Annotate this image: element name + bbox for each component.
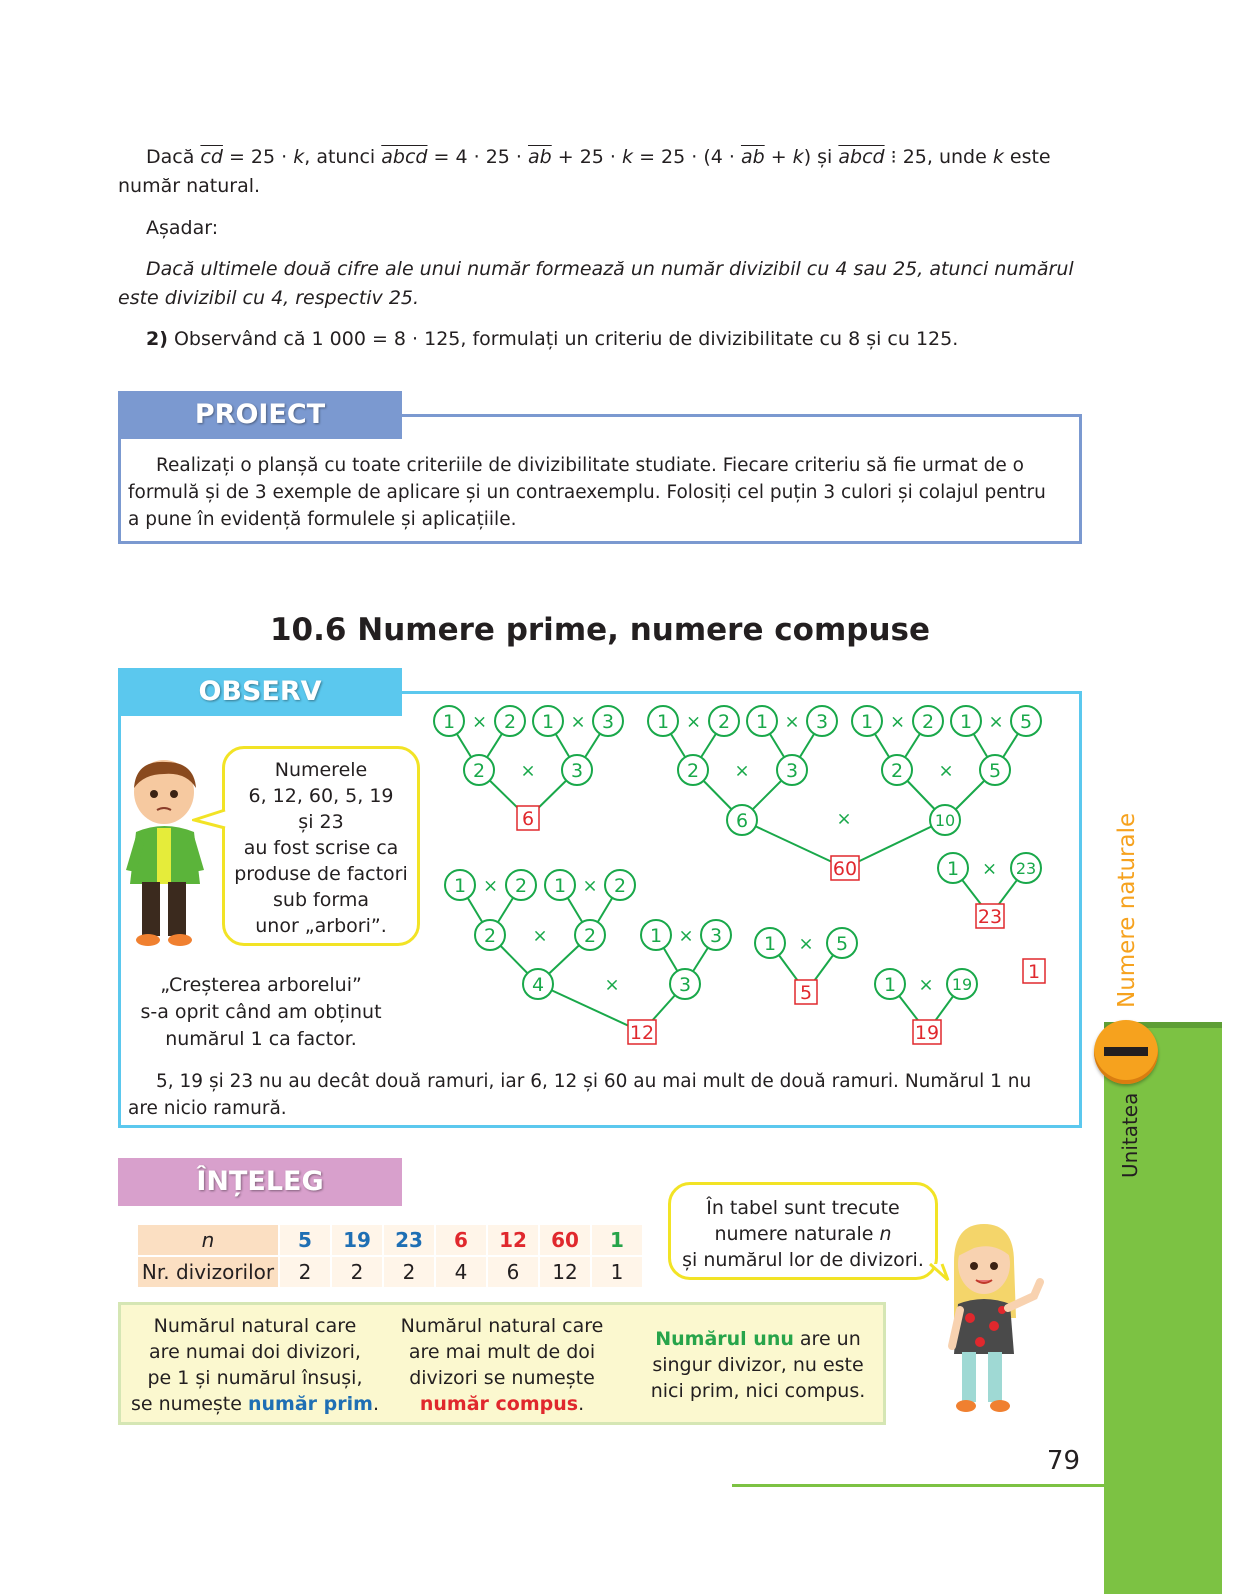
inteleg-tab: ÎNȚELEG <box>118 1158 402 1206</box>
factor-label: 2 <box>613 874 627 897</box>
prime-term: număr prim <box>248 1393 373 1415</box>
times-sign: × <box>570 711 586 733</box>
composite-term: număr compus <box>419 1393 579 1415</box>
divisor-cell: 12 <box>540 1257 590 1287</box>
tree-branch <box>742 820 845 868</box>
divisor-cell: 2 <box>332 1257 382 1287</box>
tree-branch <box>538 984 642 1032</box>
factor-label: 10 <box>934 810 956 830</box>
times-sign: × <box>582 875 598 897</box>
one-definition <box>635 1326 881 1404</box>
factor-label: 2 <box>503 710 517 733</box>
def-line: divizori se numește <box>409 1367 595 1389</box>
bubble-line: Numerele <box>274 759 368 781</box>
times-sign: × <box>532 925 548 947</box>
intro-paragraph: Dacă $\overline{cd} = 25 \cdot k$, atunci abcd = $4 \cdot 25 \cdot \overline{ab} + 25 \cdot k = 25 \cdot (4 \cdot \overline{ab} + k)$ și abcd ⁝ 25, unde k este număr natural. <box>118 146 1051 197</box>
bubble-line: În tabel sunt trecute <box>706 1197 900 1219</box>
times-sign: × <box>981 858 998 880</box>
divisor-cell: 2 <box>384 1257 434 1287</box>
times-sign: × <box>678 925 694 947</box>
factor-label: 5 <box>1019 710 1033 733</box>
times-sign: × <box>482 875 499 897</box>
times-sign: × <box>520 760 536 782</box>
factor-label: 2 <box>514 874 528 897</box>
factor-label: 1 <box>860 710 874 733</box>
factor-label: 2 <box>483 924 497 947</box>
factor-label: 2 <box>686 759 700 782</box>
unit-number-bar <box>1104 1047 1148 1056</box>
factor-label: 3 <box>570 759 584 782</box>
times-sign: × <box>798 933 814 955</box>
times-sign: × <box>889 711 906 733</box>
rule-text: Dacă ultimele două cifre ale unui număr formează un număr divizibil cu 4 sau 25, atunci numărul este divizibil cu 4, respectiv 25. <box>118 258 1074 309</box>
times-sign: × <box>604 974 620 996</box>
n-cell: 1 <box>592 1225 642 1255</box>
times-sign: × <box>734 760 750 782</box>
bubble-line: numere naturale n <box>714 1223 892 1245</box>
n-cell: 19 <box>332 1225 382 1255</box>
n-cell: 6 <box>436 1225 486 1255</box>
bubble-line: sub forma <box>273 889 369 911</box>
times-sign: × <box>988 711 1004 733</box>
times-sign: × <box>938 760 954 782</box>
n-cell: 23 <box>384 1225 434 1255</box>
factor-label: 2 <box>921 710 935 733</box>
table-row-divisors <box>138 1257 642 1287</box>
unit-number-badge <box>1094 1020 1158 1084</box>
factor-label: 3 <box>678 973 692 996</box>
def-line: nici prim, nici compus. <box>650 1380 866 1402</box>
factor-label: 1 <box>453 874 467 897</box>
factor-label: 2 <box>583 924 597 947</box>
factor-label: 2 <box>717 710 731 733</box>
factor-label: 6 <box>735 809 749 832</box>
def-line: singur divizor, nu este <box>652 1354 864 1376</box>
factor-label: 1 <box>649 924 663 947</box>
factor-label: 1 <box>959 710 973 733</box>
question-2: 2) Observând că 1 000 = 8 · 125, formulați un criteriu de divizibilitate cu 8 și cu 125. <box>146 328 959 350</box>
row-label-n: n <box>138 1225 278 1255</box>
def-line: are numai doi divizori, <box>149 1341 361 1363</box>
times-sign: × <box>685 711 702 733</box>
factor-label: 1 <box>541 710 555 733</box>
divisors-table <box>136 1223 644 1289</box>
product-label: 12 <box>629 1021 655 1044</box>
footer-line <box>732 1484 1104 1487</box>
factor-label: 2 <box>472 759 486 782</box>
times-sign: × <box>471 711 488 733</box>
times-sign: × <box>918 974 934 996</box>
times-sign: × <box>836 808 852 830</box>
divisor-cell: 4 <box>436 1257 486 1287</box>
bubble-line: și 23 <box>298 811 344 833</box>
factor-label: 5 <box>835 932 849 955</box>
product-label: 6 <box>521 807 535 830</box>
observ-conclusion: 5, 19 și 23 nu au decât două ramuri, iar 6, 12 și 60 au mai mult de două ramuri. Numărul 1 nu are nicio ramură. <box>128 1071 1032 1119</box>
bubble-line: și numărul lor de divizori. <box>682 1249 924 1271</box>
times-sign: × <box>784 711 800 733</box>
girl-illustration <box>944 1222 1048 1414</box>
one-term: Numărul unu <box>655 1328 794 1350</box>
proiect-text: Realizați o planșă cu toate criteriile de divizibilitate studiate. Fiecare criteriu să fie urmat de o formulă și de 3 exemple de aplicare și un contraexemplu. Folosiți cel puțin 3 culori și colajul pentru a pune în evidență formulele și aplicațiile. <box>128 455 1046 530</box>
divisor-cell: 1 <box>592 1257 642 1287</box>
divisor-cell: 6 <box>488 1257 538 1287</box>
product-label: 23 <box>977 905 1003 928</box>
prime-definition <box>125 1313 385 1417</box>
definitions-box <box>118 1302 886 1425</box>
product-label: 19 <box>914 1021 940 1044</box>
bubble-line: 6, 12, 60, 5, 19 <box>248 785 394 807</box>
factor-label: 1 <box>946 857 960 880</box>
inteleg-speech-bubble <box>668 1182 938 1280</box>
page-number: 79 <box>1046 1446 1080 1476</box>
tree-branch <box>845 820 945 868</box>
factor-label: 1 <box>442 710 456 733</box>
section-title: 10.6 Numere prime, numere compuse <box>269 612 930 648</box>
product-label: 1 <box>1027 960 1041 983</box>
def-line: Numărul unu are un <box>655 1328 861 1350</box>
factor-label: 23 <box>1015 858 1037 878</box>
factor-label: 19 <box>951 974 973 994</box>
product-label: 5 <box>799 981 813 1004</box>
factor-label: 4 <box>531 973 545 996</box>
n-cell: 60 <box>540 1225 590 1255</box>
def-line: pe 1 și numărul însuși, <box>147 1367 363 1389</box>
factor-label: 3 <box>709 924 723 947</box>
def-line: are mai mult de doi <box>408 1341 596 1363</box>
factor-label: 5 <box>988 759 1002 782</box>
factor-label: 1 <box>656 710 670 733</box>
factor-label: 3 <box>815 710 829 733</box>
growth-line: „Creșterea arborelui” <box>160 974 362 996</box>
proiect-tab: PROIECT <box>118 391 402 439</box>
table-row-n <box>138 1225 642 1255</box>
bubble-line: au fost scrise ca <box>243 837 399 859</box>
def-line: număr compus. <box>419 1393 585 1415</box>
def-line: Numărul natural care <box>400 1315 604 1337</box>
n-cell: 12 <box>488 1225 538 1255</box>
growth-line: numărul 1 ca factor. <box>165 1028 357 1050</box>
factor-label: 1 <box>553 874 567 897</box>
asadar-text: Așadar: <box>146 217 219 239</box>
factor-label: 1 <box>763 932 777 955</box>
def-line: Numărul natural care <box>153 1315 357 1337</box>
observ-tab: OBSERV <box>118 668 402 716</box>
def-line: se numește număr prim. <box>131 1393 379 1415</box>
factor-label: 2 <box>890 759 904 782</box>
row-label-divisors: Nr. divizorilor <box>138 1257 278 1287</box>
divisor-cell: 2 <box>280 1257 330 1287</box>
growth-line: s-a oprit când am obținut <box>140 1001 382 1023</box>
bubble-line: produse de factori <box>234 863 408 885</box>
unit-title: Numere naturale <box>1114 812 1140 1008</box>
factor-label: 3 <box>601 710 615 733</box>
n-cell: 5 <box>280 1225 330 1255</box>
factor-label: 1 <box>883 973 897 996</box>
bubble-line: unor „arbori”. <box>255 915 387 937</box>
composite-definition <box>387 1313 617 1417</box>
unit-label: Unitatea <box>1118 1092 1142 1178</box>
product-label: 60 <box>832 857 858 880</box>
factor-label: 1 <box>755 710 769 733</box>
factor-label: 3 <box>785 759 799 782</box>
